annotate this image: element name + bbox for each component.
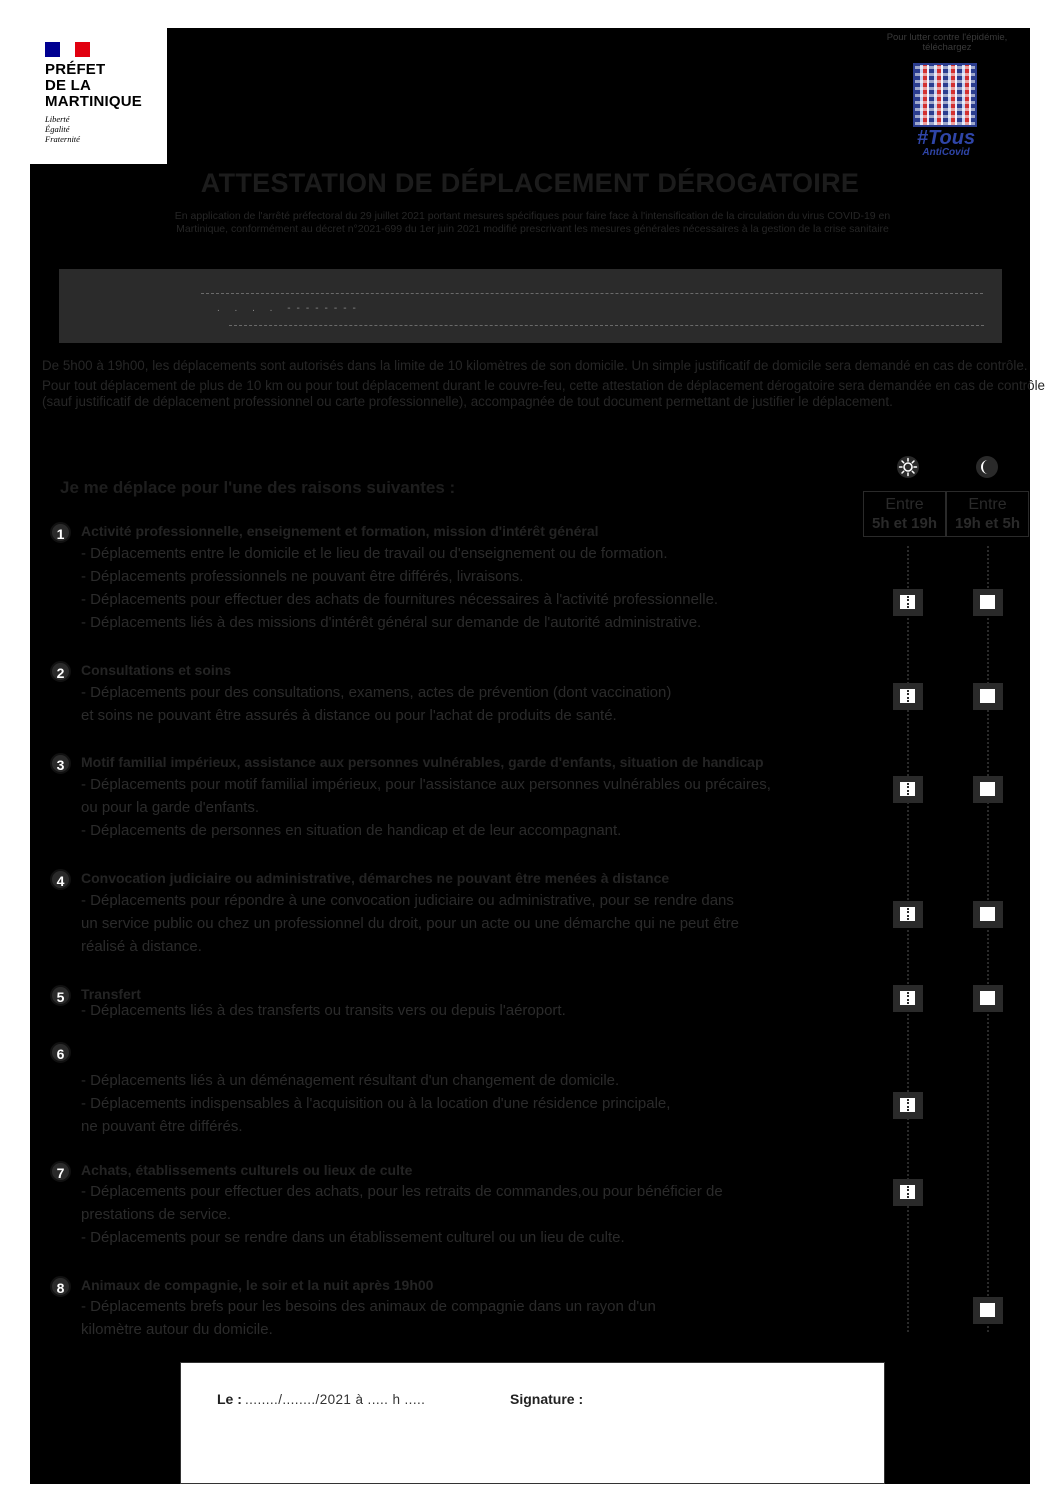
sun-icon <box>896 455 920 479</box>
motif-description: - Déplacements brefs pour les besoins des animaux de compagnie dans un rayon d'un kilomètre autour du domicile. <box>81 1298 656 1338</box>
motif-7-day-checkbox[interactable] <box>893 1179 923 1206</box>
qr-code-icon <box>913 63 977 127</box>
moon-icon <box>975 455 999 479</box>
motif-2-day-checkbox[interactable] <box>893 683 923 710</box>
intro-text <box>42 358 1045 410</box>
logo-line-1: PRÉFET <box>45 61 106 78</box>
day-column-guide <box>907 546 909 1332</box>
birthdate-field[interactable]: . . . . -------- <box>217 303 362 314</box>
prefecture-logo <box>30 28 167 164</box>
motif-description: - Déplacements liés à des transferts ou transits vers ou depuis l'aéroport. <box>81 1002 566 1019</box>
motif-3-night-checkbox[interactable] <box>973 776 1003 803</box>
motif-title: Transfert <box>81 986 141 1002</box>
motif-number: 3 <box>50 753 71 774</box>
motif-title: Motif familial impérieux, assistance aux personnes vulnérables, garde d'enfants, situation de handicap <box>81 754 764 770</box>
column-day: Entre 5h et 19h <box>863 491 946 537</box>
date-label: Le : <box>217 1391 242 1407</box>
motif-title: Activité professionnelle, enseignement et formation, mission d'intérêt général <box>81 523 599 539</box>
signature-box[interactable] <box>180 1362 885 1484</box>
motif-description: - Déplacements entre le domicile et le lieu de travail ou d'enseignement ou de formation. - Déplacements professionnels ne pouvant être différés, livraisons. - Déplacements pour effectuer des achats de fournitures nécessaires à l'activité professionnelle. - Déplacements liés à des missions d'intérêt général sur demande de l'autorité administrative. <box>81 545 719 631</box>
motif-description: - Déplacements pour répondre à une convocation judiciaire ou administrative, pour se rendre dans un service public ou chez un professionnel du droit, pour un acte ou une démarche qui ne peut être réalisé à distance. <box>81 892 739 955</box>
intro-paragraph-1: De 5h00 à 19h00, les déplacements sont autorisés dans la limite de 10 kilomètres de son domicile. Un simple justificatif de domicile sera demandé en cas de contrôle. <box>42 358 1028 373</box>
motifs-heading: Je me déplace pour l'une des raisons suivantes : <box>60 478 456 497</box>
motif-description: - Déplacements pour motif familial impérieux, pour l'assistance aux personnes vulnérables ou précaires, ou pour la garde d'enfants. - Déplacements de personnes en situation de handicap et de leur accompagnant. <box>81 776 771 839</box>
page-title: ATTESTATION DE DÉPLACEMENT DÉROGATOIRE <box>200 168 860 198</box>
tousanticovid-logo: #Tous AntiCovid <box>916 127 976 158</box>
motif-5-night-checkbox[interactable] <box>973 985 1003 1012</box>
motif-number: 2 <box>50 661 71 682</box>
motif-number: 5 <box>50 985 71 1006</box>
motif-title: Achats, établissements culturels ou lieux de culte <box>81 1162 413 1178</box>
qr-caption: Pour lutter contre l'épidémie, téléchargez <box>886 32 1008 53</box>
motif-description: - Déplacements liés à un déménagement résultant d'un changement de domicile. - Déplacements indispensables à l'acquisition ou à la location d'une résidence principale, ne pouvant être différés. <box>81 1072 671 1135</box>
identity-section <box>59 269 1002 343</box>
motif-number: 4 <box>50 869 71 890</box>
motif-number: 1 <box>50 522 71 543</box>
motif-4-day-checkbox[interactable] <box>893 901 923 928</box>
motif-8-night-checkbox[interactable] <box>973 1297 1003 1324</box>
motif-title: Convocation judiciaire ou administrative, démarches ne pouvant être menées à distance <box>81 870 670 886</box>
name-field-line[interactable] <box>201 293 983 294</box>
motif-title: Consultations et soins <box>81 662 232 678</box>
motif-description: - Déplacements pour des consultations, examens, actes de prévention (dont vaccination) et soins ne pouvant être assurés à distance ou pour l'achat de produits de santé. <box>81 684 672 724</box>
logo-line-3: MARTINIQUE <box>45 93 142 110</box>
motif-1-day-checkbox[interactable] <box>893 589 923 616</box>
republic-motto: Liberté Égalité Fraternité <box>45 114 80 144</box>
motif-3-day-checkbox[interactable] <box>893 776 923 803</box>
logo-line-2: DE LA <box>45 77 91 94</box>
motif-2-night-checkbox[interactable] <box>973 683 1003 710</box>
motif-number: 7 <box>50 1161 71 1182</box>
signature-label: Signature : <box>510 1391 584 1407</box>
intro-paragraph-2: Pour tout déplacement de plus de 10 km ou pour tout déplacement durant le couvre-feu, cette attestation de déplacement dérogatoire sera demandée en cas de contrôle (sauf justificatif de déplacement professionnel ou carte professionnelle), accompagnée de tout document permettant de justifier le déplacement. <box>42 378 1045 409</box>
column-night: Entre 19h et 5h <box>946 491 1029 537</box>
motif-title: Animaux de compagnie, le soir et la nuit après 19h00 <box>81 1277 434 1293</box>
motif-number: 6 <box>50 1042 71 1063</box>
french-flag-icon <box>45 42 90 57</box>
motif-6-day-checkbox[interactable] <box>893 1092 923 1119</box>
motif-number: 8 <box>50 1276 71 1297</box>
motif-5-day-checkbox[interactable] <box>893 985 923 1012</box>
page-subtitle: En application de l'arrêté préfectoral du 29 juillet 2021 portant mesures spécifiques pour faire face à l'intensification de la circulation du virus COVID-19 en Martinique, conformément au décret n°2021-699 du 1er juin 2021 modifié prescrivant les mesures générales nécessaires à la gestion de la crise sanitaire <box>174 210 891 235</box>
motif-description: - Déplacements pour effectuer des achats, pour les retraits de commandes,ou pour bénéficier de prestations de service. - Déplacements pour se rendre dans un établissement culturel ou un lieu de culte. <box>81 1183 723 1246</box>
address-field-line[interactable] <box>229 325 984 326</box>
date-field[interactable]: ......../......../2021 à ..... h ..... <box>245 1392 426 1407</box>
motif-4-night-checkbox[interactable] <box>973 901 1003 928</box>
motif-1-night-checkbox[interactable] <box>973 589 1003 616</box>
night-column-guide <box>987 546 989 1332</box>
